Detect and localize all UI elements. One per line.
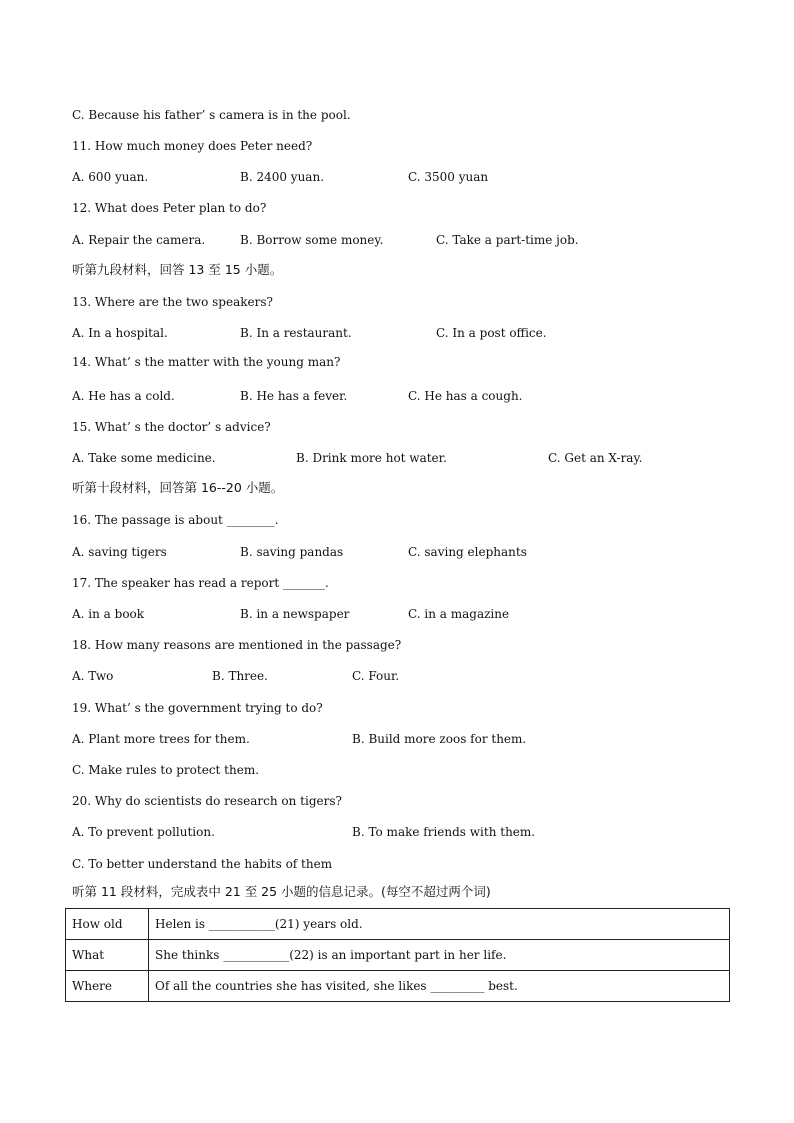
q19-stem: 19. What’ s the government trying to do?	[72, 701, 323, 715]
q12-option-c: C. Take a part-time job.	[436, 233, 579, 247]
q20-option-a: A. To prevent pollution.	[72, 825, 215, 839]
q17-option-c: C. in a magazine	[408, 607, 510, 621]
q17-option-a: A. in a book	[72, 607, 145, 621]
table-row	[66, 940, 730, 971]
q18-option-a: A. Two	[72, 669, 114, 683]
row-value-what: She thinks ___________(22) is an important part in her life.	[149, 940, 730, 971]
q15-option-c: C. Get an X-ray.	[548, 451, 643, 465]
q16-stem: 16. The passage is about ________.	[72, 513, 279, 527]
q15-option-a: A. Take some medicine.	[72, 451, 216, 465]
q15-option-b: B. Drink more hot water.	[296, 451, 447, 465]
q16-option-c: C. saving elephants	[408, 545, 527, 559]
q16-option-a: A. saving tigers	[72, 545, 167, 559]
row-key-what: What	[66, 940, 149, 971]
q17-option-b: B. in a newspaper	[240, 607, 350, 621]
q12-option-a: A. Repair the camera.	[72, 233, 206, 247]
q14-option-c: C. He has a cough.	[408, 389, 523, 403]
section-10-heading: 听第十段材料，回答第 16--20 小题。	[72, 480, 284, 495]
q12-stem: 12. What does Peter plan to do?	[72, 201, 267, 215]
row-key-where: Where	[66, 971, 149, 1002]
q15-stem: 15. What’ s the doctor’ s advice?	[72, 420, 271, 434]
q11-option-c: C. 3500 yuan	[408, 170, 489, 184]
q14-option-a: A. He has a cold.	[72, 389, 175, 403]
q12-option-b: B. Borrow some money.	[240, 233, 384, 247]
q13-option-c: C. In a post office.	[436, 326, 547, 340]
q19-option-c: C. Make rules to protect them.	[72, 763, 260, 777]
q11-option-a: A. 600 yuan.	[72, 170, 149, 184]
q13-stem: 13. Where are the two speakers?	[72, 295, 273, 309]
q18-option-c: C. Four.	[352, 669, 400, 683]
q10-option-c: C. Because his father’ s camera is in the pool.	[72, 108, 351, 122]
q17-stem: 17. The speaker has read a report _______.	[72, 576, 329, 590]
q19-option-b: B. Build more zoos for them.	[352, 732, 527, 746]
q18-stem: 18. How many reasons are mentioned in the passage?	[72, 638, 402, 652]
q20-option-c: C. To better understand the habits of them	[72, 857, 333, 871]
q20-option-b: B. To make friends with them.	[352, 825, 536, 839]
info-record-table	[65, 908, 730, 1002]
section-11-heading: 听第 11 段材料，完成表中 21 至 25 小题的信息记录。(每空不超过两个词)	[72, 884, 491, 899]
table-row	[66, 971, 730, 1002]
q14-stem: 14. What’ s the matter with the young man?	[72, 355, 341, 369]
q16-option-b: B. saving pandas	[240, 545, 344, 559]
q11-stem: 11. How much money does Peter need?	[72, 139, 313, 153]
q19-option-a: A. Plant more trees for them.	[72, 732, 250, 746]
row-value-where: Of all the countries she has visited, she likes _________ best.	[149, 971, 730, 1002]
section-9-heading: 听第九段材料，回答 13 至 15 小题。	[72, 262, 283, 277]
q13-option-a: A. In a hospital.	[72, 326, 168, 340]
row-key-how-old: How old	[66, 909, 149, 940]
q18-option-b: B. Three.	[212, 669, 268, 683]
q14-option-b: B. He has a fever.	[240, 389, 348, 403]
q11-option-b: B. 2400 yuan.	[240, 170, 325, 184]
table-row	[66, 909, 730, 940]
q20-stem: 20. Why do scientists do research on tigers?	[72, 794, 342, 808]
row-value-how-old: Helen is ___________(21) years old.	[149, 909, 730, 940]
q13-option-b: B. In a restaurant.	[240, 326, 352, 340]
